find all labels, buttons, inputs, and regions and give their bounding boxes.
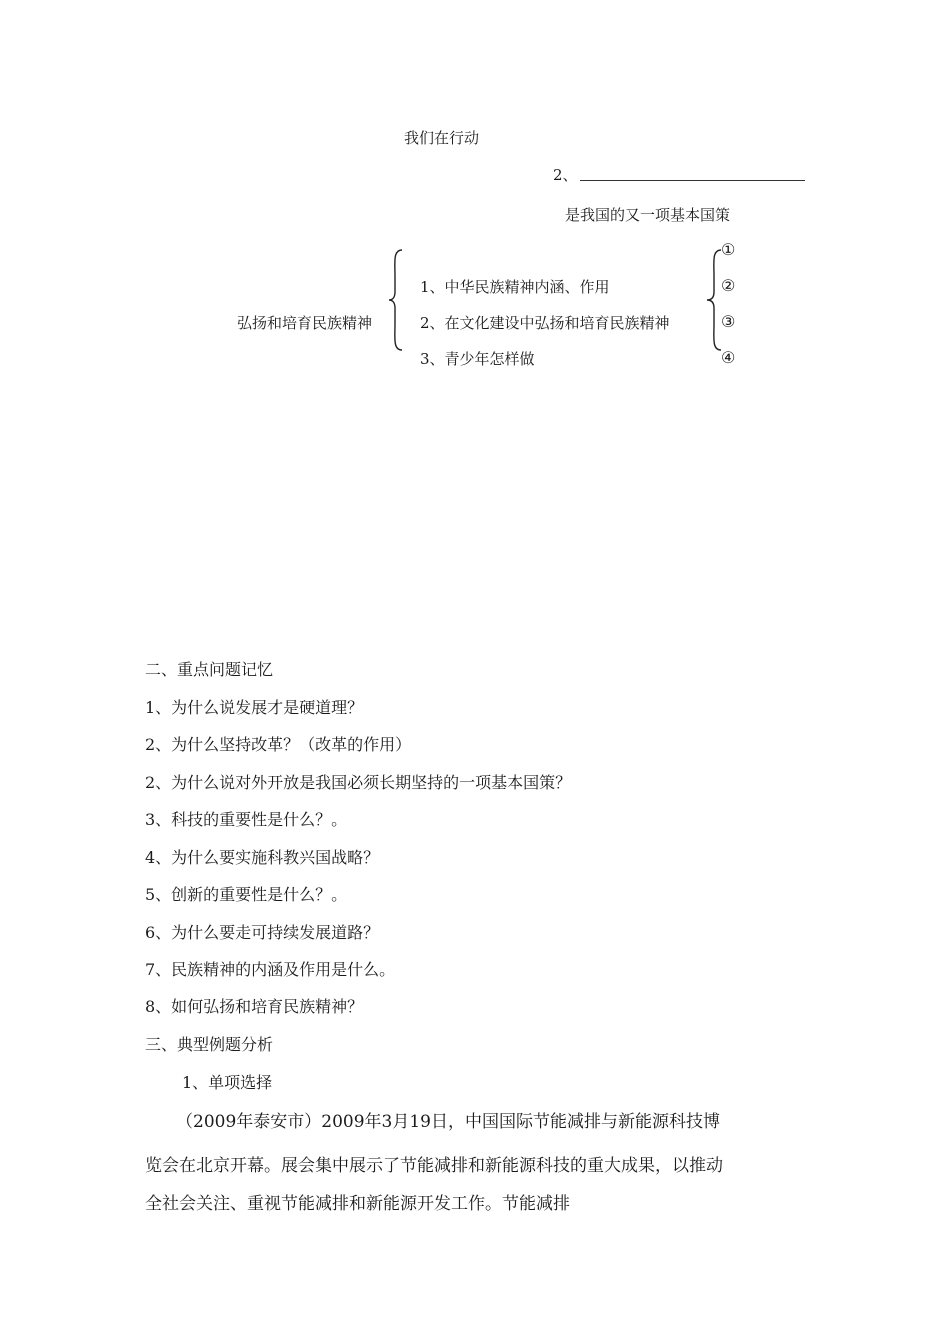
paragraph-line: 全社会关注、重视节能减排和新能源开发工作。节能减排 xyxy=(145,1194,570,1214)
question-item: 2、为什么说对外开放是我国必须长期坚持的一项基本国策？ xyxy=(145,773,572,792)
question-item: 1、为什么说发展才是硬道理？ xyxy=(145,698,364,717)
section-title: 我们在行动 xyxy=(404,129,480,147)
section-heading-3: 三、典型例题分析 xyxy=(145,1035,274,1054)
question-item: 4、为什么要实施科教兴国战略？ xyxy=(145,848,380,867)
diagram-branch-1: 1、中华民族精神内涵、作用 xyxy=(420,278,610,296)
diagram-root: 弘扬和培育民族精神 xyxy=(237,314,373,332)
subsection-heading: 1、单项选择 xyxy=(182,1073,273,1092)
item-number: 2、 xyxy=(553,166,578,184)
marker-3: ③ xyxy=(721,312,736,331)
policy-text: 是我国的又一项基本国策 xyxy=(565,206,731,224)
marker-2: ② xyxy=(721,276,736,295)
question-item: 6、为什么要走可持续发展道路？ xyxy=(145,923,380,942)
paragraph-line: 览会在北京开幕。展会集中展示了节能减排和新能源科技的重大成果，以推动 xyxy=(145,1156,723,1176)
diagram-branch-2: 2、在文化建设中弘扬和培育民族精神 xyxy=(420,314,670,332)
left-brace-icon xyxy=(388,248,408,352)
right-brace-icon xyxy=(703,248,723,352)
question-item: 7、民族精神的内涵及作用是什么。 xyxy=(145,960,396,979)
fill-blank-line xyxy=(580,180,805,181)
question-item: 8、如何弘扬和培育民族精神？ xyxy=(145,997,364,1016)
question-item: 5、创新的重要性是什么？。 xyxy=(145,885,348,904)
question-item: 2、为什么坚持改革？（改革的作用） xyxy=(145,735,412,754)
diagram-branch-3: 3、青少年怎样做 xyxy=(420,350,535,368)
marker-4: ④ xyxy=(721,348,736,367)
question-item: 3、科技的重要性是什么？。 xyxy=(145,810,348,829)
section-heading-2: 二、重点问题记忆 xyxy=(145,660,274,679)
marker-1: ① xyxy=(721,240,736,259)
paragraph-line: （2009年泰安市）2009年3月19日，中国国际节能减排与新能源科技博 xyxy=(176,1112,720,1132)
